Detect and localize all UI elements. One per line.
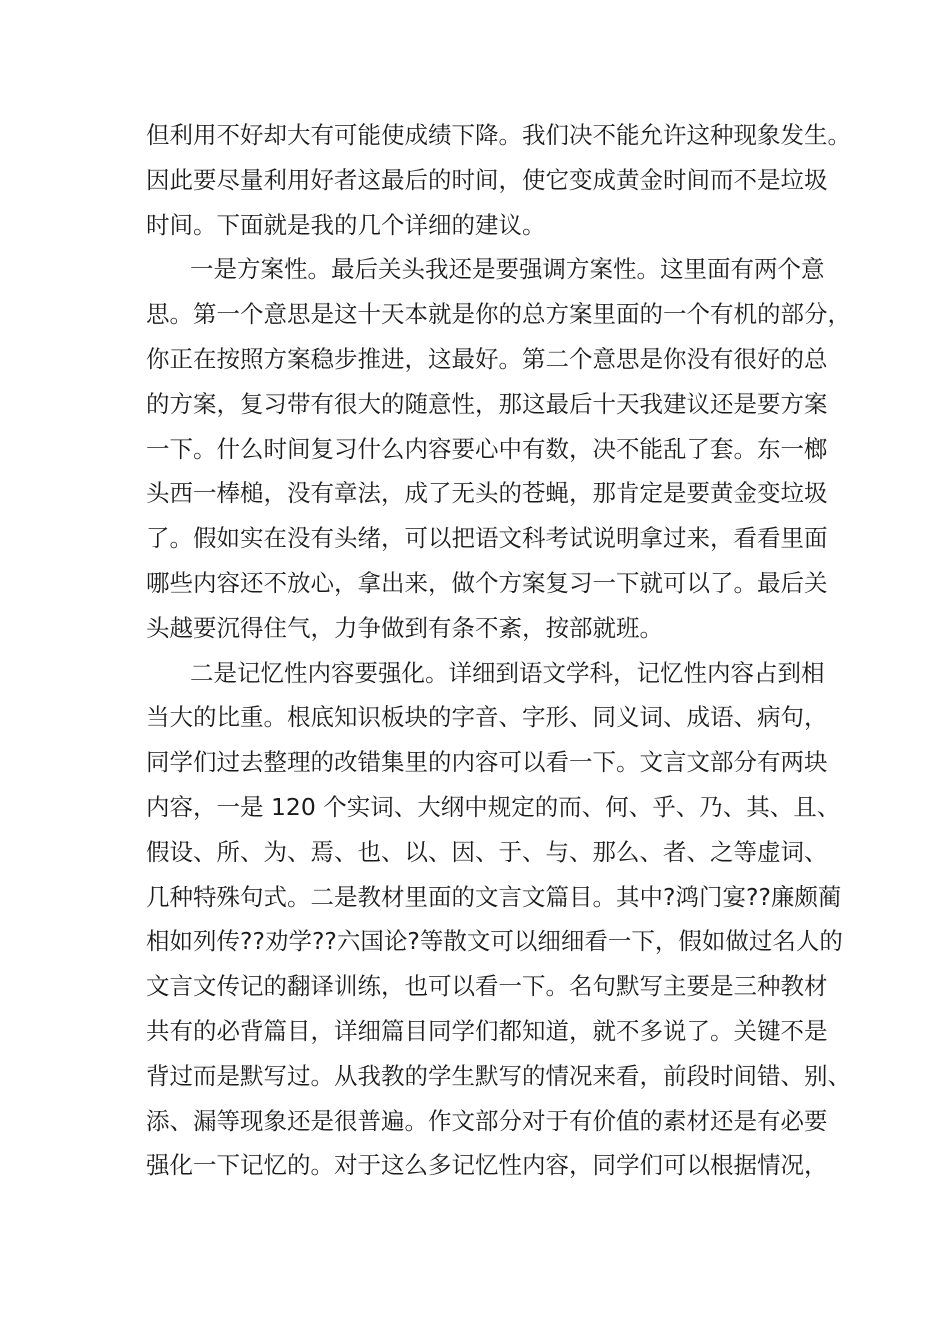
text-line: 的方案，复习带有很大的随意性，那这最后十天我建议还是要方案	[146, 389, 828, 418]
text-line: 哪些内容还不放心，拿出来，做个方案复习一下就可以了。最后关	[146, 568, 828, 597]
text-line: 相如列传??劝学??六国论?等散文可以细细看一下，假如做过名人的	[146, 927, 843, 956]
text-line: 背过而是默写过。从我教的学生默写的情况来看，前段时间错、别、	[146, 1061, 851, 1090]
document-body	[146, 113, 851, 1188]
text-line: 时间。下面就是我的几个详细的建议。	[146, 210, 546, 239]
text-line: 但利用不好却大有可能使成绩下降。我们决不能允许这种现象发生。	[146, 121, 851, 149]
text-line: 头西一棒槌，没有章法，成了无头的苍蝇，那肯定是要黄金变垃圾	[146, 479, 828, 508]
text-line: 一下。什么时间复习什么内容要心中有数，决不能乱了套。东一榔	[146, 434, 828, 463]
text-line: 同学们过去整理的改错集里的内容可以看一下。文言文部分有两块	[146, 748, 828, 777]
text-line: 二是记忆性内容要强化。详细到语文学科，记忆性内容占到相	[190, 658, 825, 687]
text-line: 思。第一个意思是这十天本就是你的总方案里面的一个有机的部分，	[146, 300, 851, 329]
text-line: 假设、所、为、焉、也、以、因、于、与、那么、者、之等虚词、	[146, 837, 828, 866]
text-line: 当大的比重。根底知识板块的字音、字形、同义词、成语、病句，	[146, 703, 828, 732]
paragraph	[146, 113, 851, 247]
text-line: 内容，一是 120 个实词、大纲中规定的而、何、乎、乃、其、且、	[146, 792, 841, 821]
text-line: 一是方案性。最后关头我还是要强调方案性。这里面有两个意	[190, 255, 825, 284]
text-line: 你正在按照方案稳步推进，这最好。第二个意思是你没有很好的总	[146, 344, 828, 373]
text-line: 文言文传记的翻译训练，也可以看一下。名句默写主要是三种教材	[146, 972, 828, 1001]
paragraph	[146, 651, 851, 1189]
text-line: 因此要尽量利用好者这最后的时间，使它变成黄金时间而不是垃圾	[146, 165, 828, 194]
text-line: 添、漏等现象还是很普遍。作文部分对于有价值的素材还是有必要	[146, 1106, 828, 1135]
text-line: 了。假如实在没有头绪，可以把语文科考试说明拿过来，看看里面	[146, 524, 828, 553]
text-line: 强化一下记忆的。对于这么多记忆性内容，同学们可以根据情况，	[146, 1151, 828, 1180]
text-line: 几种特殊句式。二是教材里面的文言文篇目。其中?鸿门宴??廉颇蔺	[146, 882, 842, 911]
paragraph	[146, 247, 851, 650]
text-line: 共有的必背篇目，详细篇目同学们都知道，就不多说了。关键不是	[146, 1016, 828, 1045]
text-line: 头越要沉得住气，力争做到有条不紊，按部就班。	[146, 613, 663, 642]
